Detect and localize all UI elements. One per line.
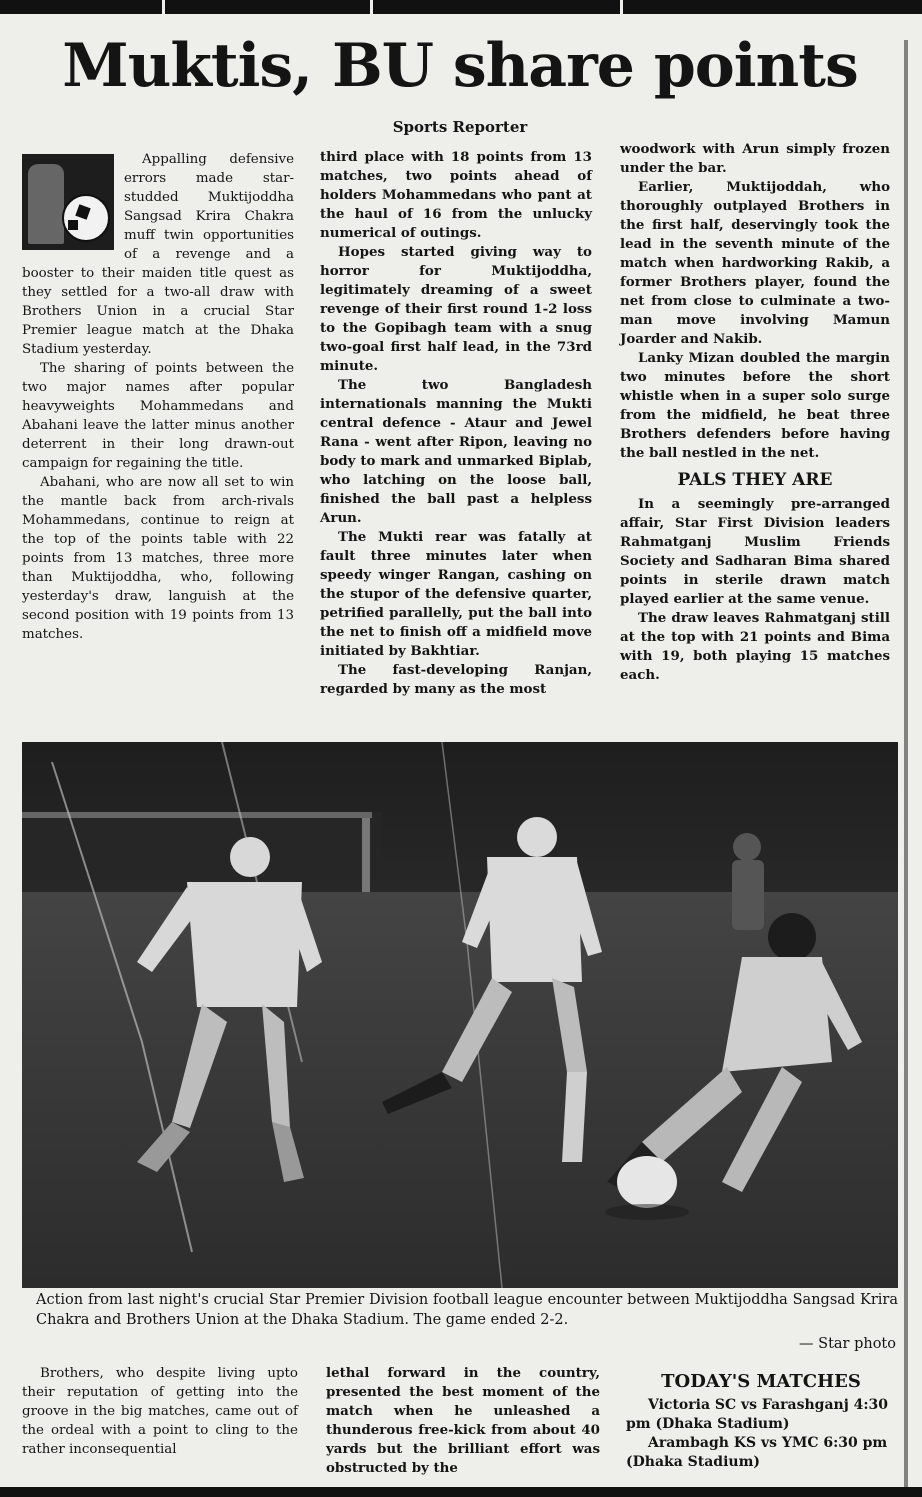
previous-article-rule <box>0 0 922 14</box>
photo-caption: Action from last night's crucial Star Premier Division football league encounter between Muktijoddha Sangsad Krira Chakra and Brothers Union at the Dhaka Stadium. The game ended 2-2. <box>36 1292 898 1328</box>
todays-matches-box <box>626 1370 896 1472</box>
byline: Sports Reporter <box>392 118 528 136</box>
paragraph: The draw leaves Rahmatganj still at the top with 21 points and Bima with 19, both playing 15 matches each. <box>620 610 890 683</box>
article-column-2 <box>320 148 592 699</box>
paragraph: Earlier, Muktijoddah, who thoroughly outplayed Brothers in the first half, deservingly took the lead in the seventh minute of the match when hardworking Rakib, a former Brothers player, found the net from close to culminate a two-man move involving Mamun Joarder and Nakib. <box>620 179 890 347</box>
paragraph: Brothers, who despite living upto their reputation of getting into the groove in the big matches, came out of the ordeal with a point to cling to the rather inconsequential <box>22 1366 298 1457</box>
article-column-3 <box>620 140 890 685</box>
paragraph: lethal forward in the country, presented the best moment of the match when he unleashed a thunderous free-kick from about 40 yards but the brilliant effort was obstructed by the <box>326 1365 600 1476</box>
paragraph: The fast-developing Ranjan, regarded by many as the most <box>320 662 592 697</box>
paragraph: The two Bangladesh internationals manning the Mukti central defence - Ataur and Jewel Rana - went after Ripon, leaving no body to mark and unmarked Biplab, who latching on the loose ball, finished the ball past a helpless Arun. <box>320 377 592 526</box>
paragraph: The Mukti rear was fatally at fault three minutes later when speedy winger Rangan, cashing on the stupor of the defensive quarter, petrified parallelly, put the ball into the net to finish off a midfield move initiated by Bakhtiar. <box>320 529 592 659</box>
paragraph: woodwork with Arun simply frozen under the bar. <box>620 141 890 176</box>
football-icon <box>22 154 114 250</box>
article-column-bottom-1 <box>22 1364 298 1459</box>
match-photo <box>22 742 898 1288</box>
paragraph: Appalling defensive errors made star-studded Muktijoddha Sangsad Krira Chakra muff twin opportunities of a revenge and a booster to their maiden title quest as they settled for a two-all draw with Brothers Union in a crucial Star Premier league match at the Dhaka Stadium yesterday. <box>22 152 294 357</box>
article-column-bottom-2 <box>326 1364 600 1478</box>
paragraph: The sharing of points between the two major names after popular heavyweights Mohammedans and Abahani leave the latter minus another deterrent in their long drawn-out campaign for regaining the title. <box>22 361 294 471</box>
page-edge <box>904 40 908 1497</box>
matches-title: TODAY'S MATCHES <box>661 1371 861 1392</box>
article-column-1 <box>22 150 294 644</box>
match-item: Arambagh KS vs YMC 6:30 pm (Dhaka Stadium) <box>626 1435 888 1470</box>
match-item: Victoria SC vs Farashganj 4:30 pm (Dhaka Stadium) <box>626 1397 889 1432</box>
paragraph: Abahani, who are now all set to win the mantle back from arch-rivals Mohammedans, continue to reign at the top of the points table with 22 points from 13 matches, three more than Muktijoddha, who, following yesterday's draw, languish at the second position with 19 points from 13 matches. <box>22 475 294 642</box>
subheading: PALS THEY ARE <box>677 470 833 490</box>
next-article-headline-fragment <box>0 1487 922 1497</box>
paragraph: third place with 18 points from 13 matches, two points ahead of holders Mohammedans who pant at the haul of 16 from the unlucky numerical of outings. <box>320 149 592 241</box>
paragraph: In a seemingly pre-arranged affair, Star First Division leaders Rahmatganj Muslim Friends Society and Sadharan Bima shared points in sterile drawn match played earlier at the same venue. <box>620 496 890 607</box>
photo-credit: — Star photo <box>799 1336 896 1352</box>
paragraph: Hopes started giving way to horror for Muktijoddha, legitimately dreaming of a sweet revenge of their first round 1-2 loss to the Gopibagh team with a snug two-goal first half lead, in the 73rd minute. <box>320 244 592 374</box>
player-background <box>732 833 764 930</box>
paragraph: Lanky Mizan doubled the margin two minutes before the short whistle when in a super solo surge from the midfield, he beat three Brothers defenders before having the ball nestled in the net. <box>620 350 890 461</box>
ball <box>617 1156 677 1208</box>
headline: Muktis, BU share points <box>62 31 858 101</box>
